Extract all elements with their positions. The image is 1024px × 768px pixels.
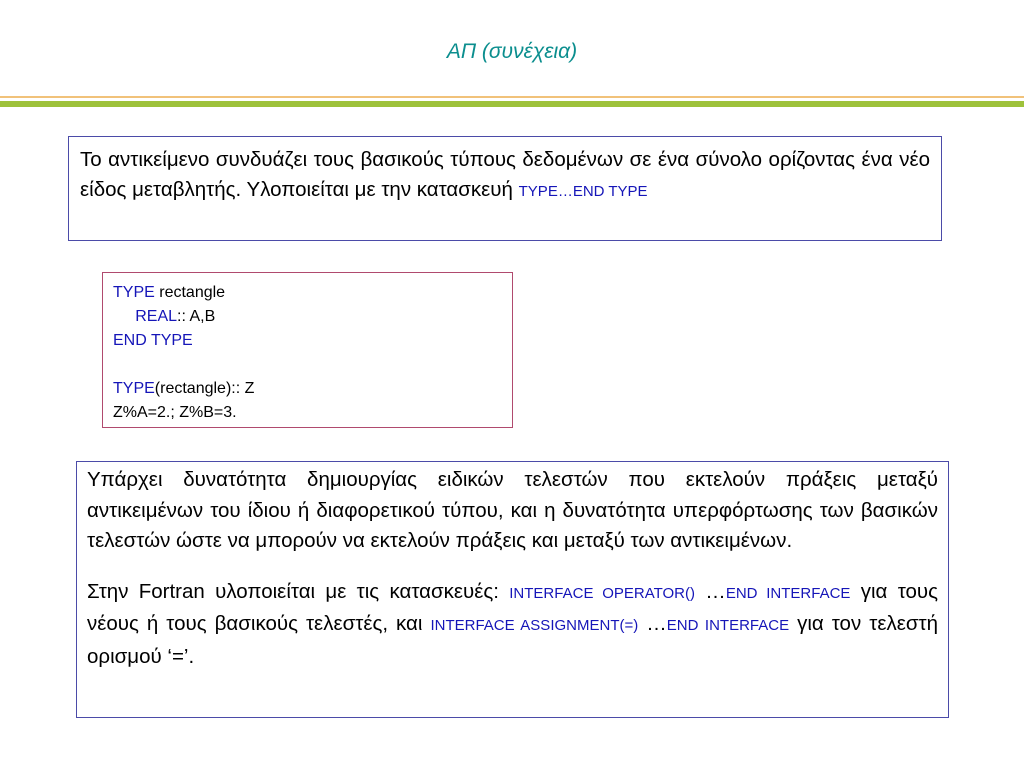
code-line xyxy=(113,329,502,353)
code-text: Z%A=2.; Z%B=3. xyxy=(113,404,237,421)
intro-textbox xyxy=(68,136,942,241)
code-line xyxy=(113,305,502,329)
code-line xyxy=(113,377,502,401)
para2-text: για τους νέους ή τους βασικούς τελεστές, και xyxy=(87,579,938,635)
code-blank-line xyxy=(113,353,502,377)
intro-text: Το αντικείμενο συνδυάζει τους βασικούς τύπους δεδομένων σε ένα σύνολο ορίζοντας ένα νέο είδος μεταβλητής. Υλοποιείται με την κατασκευή xyxy=(80,148,930,201)
paragraph-gap xyxy=(87,557,938,577)
operators-paragraph-1: Υπάρχει δυνατότητα δημιουργίας ειδικών τελεστών που εκτελούν πράξεις μεταξύ αντικειμένων του ίδιου ή διαφορετικού τύπου, και η δυνατότητα υπερφόρτωσης των βασικών τελεστών ώστε να μπορούν να εκτελούν πράξεις και μεταξύ των αντικειμένων. xyxy=(87,468,938,552)
code-keyword: END TYPE xyxy=(113,332,193,349)
ellipsis: … xyxy=(695,579,726,603)
end-interface-keyword: END INTERFACE xyxy=(666,617,790,634)
header-rule-thin xyxy=(0,96,1024,98)
code-line xyxy=(113,281,502,305)
code-text: (rectangle):: Z xyxy=(154,380,255,397)
code-example-box xyxy=(102,272,513,428)
operators-textbox xyxy=(76,461,949,718)
operators-paragraph-2 xyxy=(87,577,938,673)
ellipsis: … xyxy=(638,612,667,635)
para2-text: για τον τελεστή ορισμού ‘=’. xyxy=(87,612,938,668)
slide-title: ΑΠ (συνέχεια) xyxy=(446,40,578,63)
interface-assignment-keyword: INTERFACE ASSIGNMENT(=) xyxy=(430,617,639,634)
code-keyword: TYPE xyxy=(113,380,155,397)
code-indent xyxy=(113,308,135,325)
code-keyword: REAL xyxy=(135,308,178,325)
code-line xyxy=(113,401,502,425)
intro-keyword: TYPE…END TYPE xyxy=(518,183,648,200)
code-text: :: A,B xyxy=(177,308,216,325)
para2-text: Στην Fortran υλοποιείται με τις κατασκευές: xyxy=(87,579,510,603)
code-keyword: TYPE xyxy=(113,284,155,301)
code-text: rectangle xyxy=(154,284,226,301)
interface-operator-keyword: INTERFACE OPERATOR() xyxy=(509,584,695,602)
header-rule-thick xyxy=(0,101,1024,107)
end-interface-keyword: END INTERFACE xyxy=(725,584,851,602)
